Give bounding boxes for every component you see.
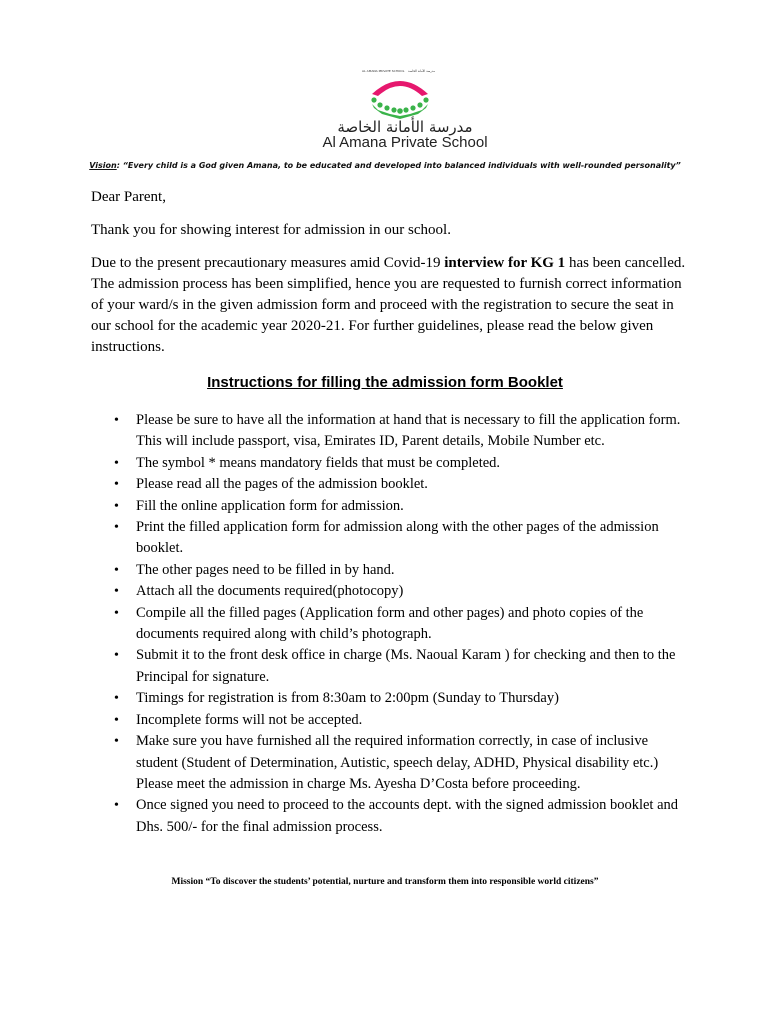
list-item: • Compile all the filled pages (Application form and other pages) and photo copies of the documents required along with child’s photograph. (90, 603, 690, 646)
list-item: • Fill the online application form for admission. (90, 496, 690, 517)
list-item: • Once signed you need to proceed to the accounts dept. with the signed admission booklet and Dhs. 500/- for the final admission process. (90, 795, 690, 838)
list-item: • Timings for registration is from 8:30am to 2:00pm (Sunday to Thursday) (90, 688, 690, 709)
greeting: Dear Parent, (91, 189, 166, 205)
logo-caption-english: AL AMANA PRIVATE SCHOOL (362, 69, 405, 73)
instructions-heading: Instructions for filling the admission form Booklet (207, 374, 563, 391)
school-name-english: Al Amana Private School (322, 134, 488, 151)
vision-label: Vision (89, 161, 117, 170)
list-item: • Please read all the pages of the admission booklet. (90, 474, 690, 495)
body-text-bold: interview for KG 1 (444, 255, 566, 271)
logo-pink-arch (372, 81, 428, 96)
thanks-line: Thank you for showing interest for admission in our school. (91, 222, 451, 238)
list-item: • The other pages need to be filled in by hand. (90, 560, 690, 581)
school-name-arabic: مدرسة الأمانة الخاصة (337, 118, 473, 136)
list-item: • The symbol * means mandatory fields that must be completed. (90, 453, 690, 474)
body-text-start: Due to the present precautionary measures amid Covid-19 (91, 255, 445, 271)
vision-statement (40, 161, 730, 170)
instructions-list (90, 410, 690, 838)
mission-statement: Mission “To discover the students’ potential, nurture and transform them into responsible world citizens” (171, 877, 599, 887)
logo-caption-arabic: مدرسة الأمانة الخاصة (408, 69, 435, 73)
list-item: • Incomplete forms will not be accepted. (90, 710, 690, 731)
body-text-end: has been cancelled. The admission process has been simplified, hence you are requested to furnish correct information of your ward/s in the given admission form and proceed with the registration to secure the seat in our school for the academic year 2020-21. For further guidelines, please read the below given instructions. (91, 255, 686, 355)
list-item: • Print the filled application form for admission along with the other pages of the admission booklet. (90, 517, 690, 560)
school-logo (360, 66, 440, 126)
list-item: • Make sure you have furnished all the required information correctly, in case of inclusive student (Student of Determination, Autistic, speech delay, ADHD, Physical disability etc.) Please meet the admission in charge Ms. Ayesha D’Costa before proceeding. (90, 731, 690, 795)
vision-text: : “Every child is a God given Amana, to be educated and developed into balanced individuals with well-rounded personality” (116, 161, 681, 170)
list-item: • Attach all the documents required(photocopy) (90, 581, 690, 602)
list-item: • Please be sure to have all the information at hand that is necessary to fill the application form. This will include passport, visa, Emirates ID, Parent details, Mobile Number etc. (90, 410, 690, 453)
body-paragraph (91, 253, 691, 358)
list-item: • Submit it to the front desk office in charge (Ms. Naoual Karam ) for checking and then to the Principal for signature. (90, 645, 690, 688)
